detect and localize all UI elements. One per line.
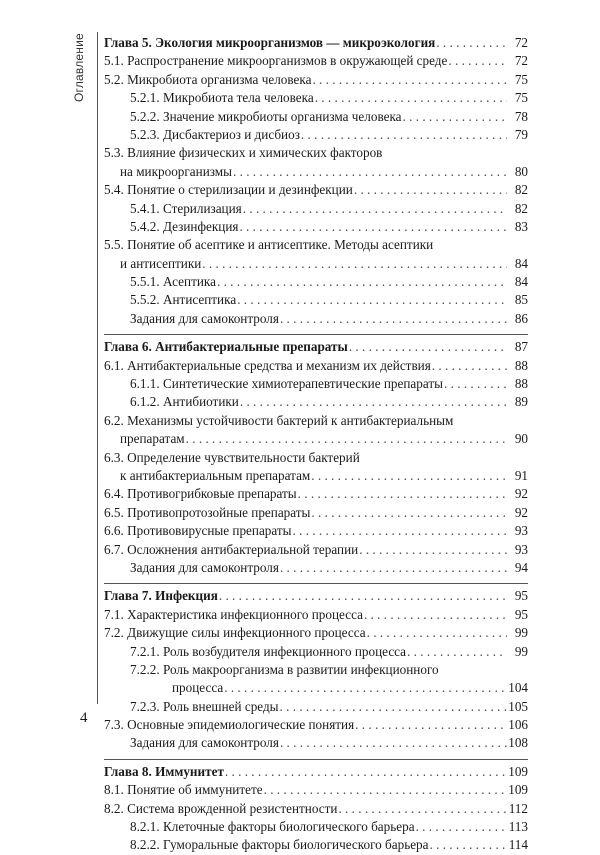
- toc-entry-self-check[interactable]: Задания для самоконтроля . . . 108: [104, 734, 528, 752]
- dot-leader: [403, 108, 507, 126]
- toc-entry-continued[interactable]: препаратам . . . 90: [104, 430, 528, 448]
- dot-leader: [430, 836, 507, 854]
- toc-entry-continued[interactable]: на микроорганизмы . . . 80: [104, 163, 528, 181]
- toc-entry[interactable]: 6.1. Антибактериальные средства и механизм их действия . . . 88: [104, 357, 528, 375]
- dot-leader: [264, 781, 507, 799]
- dot-leader: [298, 485, 507, 503]
- toc-entry[interactable]: 6.4. Противогрибковые препараты . . . 92: [104, 485, 528, 503]
- dot-leader: [315, 89, 507, 107]
- toc-entry[interactable]: 6.1.1. Синтетические химиотерапевтические препараты . . . 88: [104, 375, 528, 393]
- dot-leader: [311, 467, 507, 485]
- toc-entry[interactable]: 5.5.1. Асептика . . . 84: [104, 273, 528, 291]
- page-number: 4: [80, 710, 88, 726]
- dot-leader: [359, 541, 507, 559]
- dot-leader: [432, 357, 507, 375]
- toc-entry[interactable]: 5.2.1. Микробиота тела человека . . . 75: [104, 89, 528, 107]
- toc-entry[interactable]: 8.2.1. Клеточные факторы биологического барьера . . . 113: [104, 818, 528, 836]
- dot-leader: [436, 34, 507, 52]
- dot-leader: [311, 504, 507, 522]
- toc-entry-self-check[interactable]: Задания для самоконтроля . . . 94: [104, 559, 528, 577]
- toc-entry[interactable]: 6.1.2. Антибиотики . . . 89: [104, 393, 528, 411]
- toc-entry[interactable]: 5.4. Понятие о стерилизации и дезинфекции . . . 82: [104, 181, 528, 199]
- toc-entry[interactable]: 5.2.2. Значение микробиоты организма человека . . . 78: [104, 108, 528, 126]
- running-header: Оглавление: [72, 33, 86, 102]
- toc-entry[interactable]: 5.2.3. Дисбактериоз и дисбиоз . . . 79: [104, 126, 528, 144]
- dot-leader: [202, 255, 507, 273]
- dot-leader: [280, 698, 507, 716]
- toc-entry[interactable]: 7.2. Движущие силы инфекционного процесса . . . 99: [104, 624, 528, 642]
- toc-entry[interactable]: 7.2.3. Роль внешней среды . . . 105: [104, 698, 528, 716]
- dot-leader: [240, 393, 507, 411]
- dot-leader: [186, 430, 507, 448]
- dot-leader: [224, 679, 507, 697]
- dot-leader: [301, 126, 507, 144]
- toc-chapter-5[interactable]: Глава 5. Экология микроорганизмов — микроэкология . . . 72: [104, 34, 528, 52]
- toc-entry[interactable]: 5.1. Распространение микроорганизмов в окружающей среде . . . 72: [104, 52, 528, 70]
- dot-leader: [364, 606, 507, 624]
- toc-entry[interactable]: 8.2. Система врожденной резистентности . . . 112: [104, 800, 528, 818]
- toc-entry[interactable]: 6.2. Механизмы устойчивости бактерий к антибактериальным: [104, 412, 454, 428]
- toc-entry[interactable]: 5.4.1. Стерилизация . . . 82: [104, 200, 528, 218]
- dot-leader: [225, 763, 507, 781]
- toc-entry[interactable]: 8.1. Понятие об иммунитете . . . 109: [104, 781, 528, 799]
- chapter-divider: [104, 759, 528, 760]
- dot-leader: [338, 800, 507, 818]
- toc-entry[interactable]: 7.2.2. Роль макроорганизма в развитии инфекционного: [130, 661, 439, 677]
- dot-leader: [280, 734, 507, 752]
- toc-entry[interactable]: 8.2.2. Гуморальные факторы биологического барьера . . . 114: [104, 836, 528, 854]
- toc-entry[interactable]: 6.7. Осложнения антибактериальной терапии . . . 93: [104, 541, 528, 559]
- toc-entry-continued[interactable]: и антисептики . . . 84: [104, 255, 528, 273]
- dot-leader: [280, 310, 507, 328]
- dot-leader: [233, 163, 507, 181]
- toc-chapter-6[interactable]: Глава 6. Антибактериальные препараты . . . 87: [104, 338, 528, 356]
- dot-leader: [243, 200, 507, 218]
- table-of-contents: [104, 34, 528, 855]
- toc-entry[interactable]: 5.5. Понятие об асептике и антисептике. Методы асептики: [104, 237, 434, 253]
- toc-entry[interactable]: 6.5. Противопротозойные препараты . . . 92: [104, 504, 528, 522]
- dot-leader: [219, 587, 507, 605]
- dot-leader: [355, 716, 507, 734]
- dot-leader: [237, 291, 507, 309]
- dot-leader: [354, 181, 507, 199]
- toc-entry[interactable]: 6.6. Противовирусные препараты . . . 93: [104, 522, 528, 540]
- dot-leader: [293, 522, 507, 540]
- dot-leader: [444, 375, 507, 393]
- dot-leader: [448, 52, 507, 70]
- toc-entry[interactable]: 5.5.2. Антисептика . . . 85: [104, 291, 528, 309]
- toc-entry[interactable]: 5.3. Влияние физических и химических факторов: [104, 145, 383, 161]
- dot-leader: [217, 273, 507, 291]
- chapter-divider: [104, 583, 528, 584]
- toc-entry-continued[interactable]: процесса . . . 104: [104, 679, 528, 697]
- toc-entry[interactable]: 6.3. Определение чувствительности бактерий: [104, 449, 360, 465]
- toc-entry[interactable]: 7.1. Характеристика инфекционного процесса . . . 95: [104, 606, 528, 624]
- dot-leader: [312, 71, 507, 89]
- toc-chapter-8[interactable]: Глава 8. Иммунитет . . . 109: [104, 763, 528, 781]
- dot-leader: [407, 643, 507, 661]
- vertical-divider: [97, 32, 98, 704]
- chapter-divider: [104, 334, 528, 335]
- toc-entry[interactable]: 7.2.1. Роль возбудителя инфекционного процесса . . . 99: [104, 643, 528, 661]
- dot-leader: [349, 338, 507, 356]
- toc-entry-continued[interactable]: к антибактериальным препаратам . . . 91: [104, 467, 528, 485]
- dot-leader: [367, 624, 507, 642]
- toc-entry[interactable]: 5.4.2. Дезинфекция . . . 83: [104, 218, 528, 236]
- toc-entry[interactable]: 7.3. Основные эпидемиологические понятия . . . 106: [104, 716, 528, 734]
- dot-leader: [239, 218, 507, 236]
- toc-chapter-7[interactable]: Глава 7. Инфекция . . . 95: [104, 587, 528, 605]
- toc-entry-self-check[interactable]: Задания для самоконтроля . . . 86: [104, 310, 528, 328]
- dot-leader: [280, 559, 507, 577]
- dot-leader: [416, 818, 507, 836]
- toc-entry[interactable]: 5.2. Микробиота организма человека . . . 75: [104, 71, 528, 89]
